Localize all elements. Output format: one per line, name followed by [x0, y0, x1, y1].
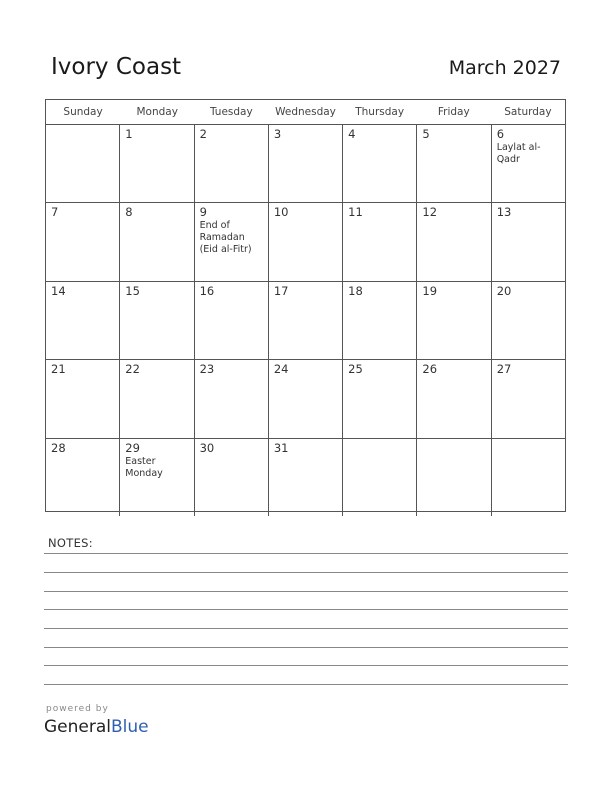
day-number: 31 — [273, 440, 289, 455]
day-cell — [269, 203, 343, 280]
day-cell — [120, 203, 194, 280]
day-cell — [417, 439, 491, 516]
day-cell — [120, 360, 194, 437]
day-cell — [46, 203, 120, 280]
weekday-tuesday: Tuesday — [209, 106, 253, 118]
day-cell — [195, 125, 269, 202]
note-line — [44, 609, 568, 610]
note-line — [44, 647, 568, 648]
day-cell — [492, 360, 565, 437]
day-cell — [343, 203, 417, 280]
day-cell — [343, 125, 417, 202]
calendar-grid — [45, 99, 566, 512]
week-row-3 — [46, 282, 565, 360]
day-cell — [492, 125, 565, 202]
note-line — [44, 572, 568, 573]
day-cell — [120, 125, 194, 202]
day-cell — [343, 282, 417, 359]
day-number: 7 — [51, 205, 59, 220]
day-cell — [195, 439, 269, 516]
day-number: 30 — [199, 440, 215, 455]
day-cell — [195, 360, 269, 437]
day-cell — [120, 439, 194, 516]
day-number: 6 — [496, 127, 505, 141]
note-line — [44, 591, 568, 592]
day-cell — [417, 282, 491, 359]
brand-general: General — [44, 717, 111, 737]
day-number: 11 — [348, 205, 363, 220]
day-cell — [195, 282, 269, 359]
day-number: 4 — [348, 127, 356, 141]
day-number: 15 — [125, 283, 140, 298]
week-row-5 — [46, 439, 565, 516]
week-row-1 — [46, 125, 565, 203]
day-number: 8 — [125, 205, 133, 220]
day-cell — [120, 282, 194, 359]
day-cell — [417, 360, 491, 437]
day-cell — [492, 439, 565, 516]
day-number: 17 — [273, 283, 289, 298]
day-number: 22 — [125, 362, 140, 377]
day-cell — [417, 125, 491, 202]
day-number: 3 — [273, 127, 282, 141]
day-cell — [269, 360, 343, 437]
day-number: 25 — [348, 362, 363, 377]
day-cell — [343, 360, 417, 437]
powered-by-text: powered by — [46, 704, 109, 714]
weekday-monday: Monday — [136, 106, 178, 118]
holiday-label: End of Ramadan (Eid al-Fitr) — [199, 220, 252, 256]
day-number: 27 — [496, 362, 512, 377]
day-cell — [417, 203, 491, 280]
week-row-4 — [46, 360, 565, 438]
day-cell — [343, 439, 417, 516]
generalblue-logo — [44, 717, 149, 737]
day-number: 9 — [199, 205, 207, 220]
weekday-friday: Friday — [437, 106, 470, 118]
day-cell — [46, 282, 120, 359]
day-number: 2 — [199, 127, 207, 141]
holiday-label: Laylat al-Qadr — [496, 142, 541, 165]
day-cell — [269, 125, 343, 202]
day-number: 26 — [422, 362, 438, 377]
note-line — [44, 665, 568, 666]
week-row-2 — [46, 203, 565, 281]
day-number: 21 — [51, 362, 66, 377]
month-year-title: March 2027 — [448, 57, 561, 79]
day-number: 13 — [496, 205, 512, 220]
brand-blue: Blue — [111, 717, 149, 737]
day-number: 16 — [199, 283, 215, 298]
holiday-label: Easter Monday — [125, 455, 163, 479]
country-title: Ivory Coast — [51, 54, 182, 80]
day-cell — [492, 203, 565, 280]
weekday-header-row — [46, 100, 565, 125]
day-number: 10 — [273, 205, 289, 220]
day-number: 23 — [199, 362, 215, 377]
day-number: 1 — [125, 127, 133, 141]
day-number: 5 — [422, 127, 430, 141]
day-number: 20 — [496, 283, 512, 298]
weekday-thursday: Thursday — [355, 106, 405, 118]
weekday-sunday: Sunday — [63, 106, 103, 118]
day-number: 28 — [51, 440, 66, 455]
day-cell — [492, 282, 565, 359]
day-cell — [269, 439, 343, 516]
day-number: 12 — [422, 205, 438, 220]
day-number: 19 — [422, 283, 438, 298]
weekday-saturday: Saturday — [504, 106, 552, 118]
day-number: 29 — [125, 440, 140, 455]
day-number: 24 — [273, 362, 289, 377]
note-line — [44, 628, 568, 629]
weekday-wednesday: Wednesday — [275, 106, 336, 118]
day-cell — [195, 203, 269, 280]
notes-label: NOTES: — [48, 536, 93, 550]
day-cell — [46, 125, 120, 202]
note-line — [44, 684, 568, 685]
day-cell — [46, 439, 120, 516]
day-cell — [46, 360, 120, 437]
day-cell — [269, 282, 343, 359]
note-line — [44, 553, 568, 554]
day-number: 18 — [348, 283, 363, 298]
day-number: 14 — [51, 283, 66, 298]
